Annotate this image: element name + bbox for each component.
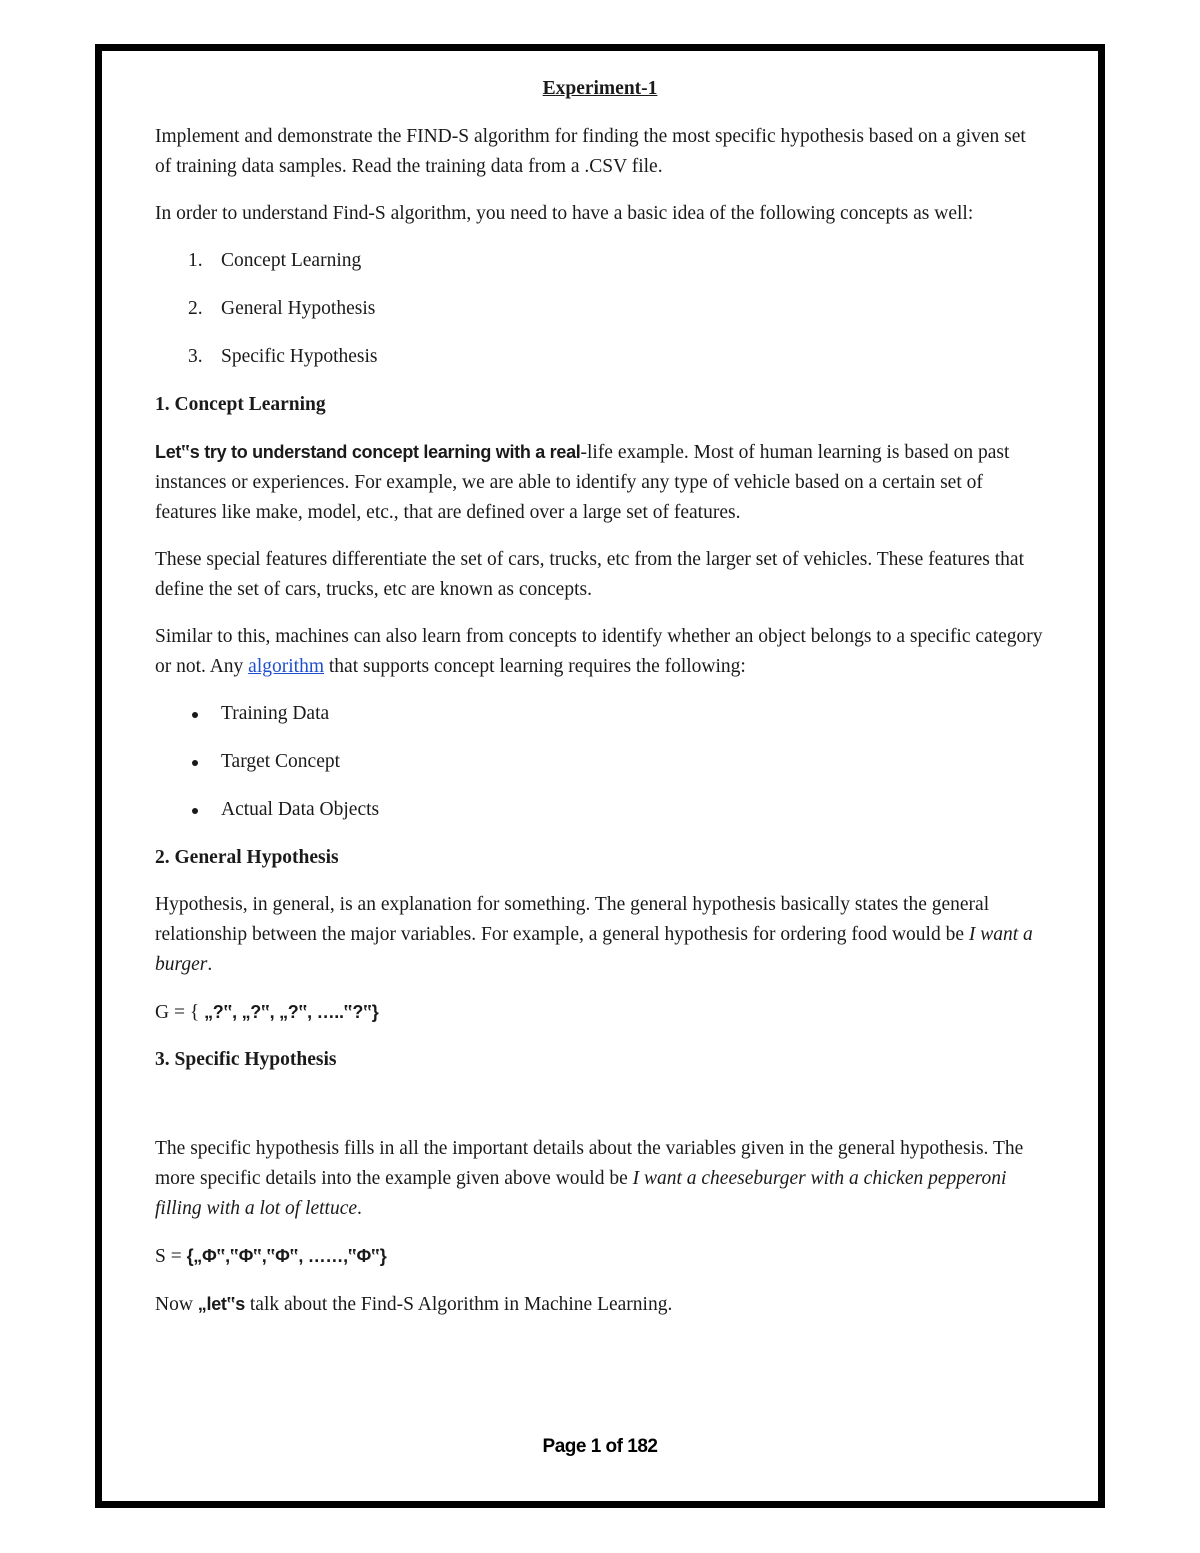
section-heading-specific-hypothesis: 3. Specific Hypothesis xyxy=(155,1049,337,1070)
paragraph-text: -life example. Most of human learning is based on past instances or experiences. For example, we are able to identify any type of vehicle based on a certain set of features like make, model, etc., that are defined over a large set of features. xyxy=(155,442,1010,523)
list-item xyxy=(155,747,1045,777)
algorithm-link[interactable]: algorithm xyxy=(248,656,324,677)
list-number: 1. xyxy=(188,250,203,271)
bullet-icon xyxy=(192,808,198,814)
paragraph-text: talk about the Find-S Algorithm in Machine Learning. xyxy=(245,1294,673,1315)
list-item-label: Target Concept xyxy=(221,751,341,772)
list-item xyxy=(155,246,1045,276)
italic-example: I want a cheeseburger with a chicken pepperoni filling with a lot of lettuce xyxy=(155,1168,1007,1219)
requirements-list xyxy=(155,699,1045,825)
closing-paragraph xyxy=(155,1289,1045,1320)
list-item xyxy=(155,795,1045,825)
list-item-label: General Hypothesis xyxy=(221,298,376,319)
document-body xyxy=(155,74,1045,1337)
paragraph-text: . xyxy=(207,954,213,975)
formula-prefix: S = xyxy=(155,1246,187,1267)
general-hypothesis-formula xyxy=(155,997,1045,1028)
page-number-footer: Page 1 of 182 xyxy=(542,1436,658,1457)
paragraph-text: . xyxy=(357,1198,362,1219)
bullet-icon xyxy=(192,712,198,718)
list-number: 2. xyxy=(188,298,203,319)
list-item xyxy=(155,294,1045,324)
paragraph-text: Hypothesis, in general, is an explanation for something. The general hypothesis basically states the general relationship between the major variables. For example, a general hypothesis for ordering food would be xyxy=(155,894,990,945)
italic-example: I want a burger xyxy=(155,924,1033,975)
paragraph-text: Now xyxy=(155,1294,198,1315)
general-hypothesis-paragraph xyxy=(155,890,1045,980)
list-number: 3. xyxy=(188,346,203,367)
list-item xyxy=(155,342,1045,372)
section-heading-concept-learning: 1. Concept Learning xyxy=(155,394,326,415)
paragraph-text: Similar to this, machines can also learn from concepts to identify whether an object belongs to a specific category or not. Any xyxy=(155,626,1043,677)
formula-prefix: G = { xyxy=(155,1002,205,1023)
bold-lead-text: Let‟s try to understand concept learning with a real xyxy=(155,442,581,462)
formula-body: {„Φ‟,‟Φ‟,‟Φ‟, ……,‟Φ‟} xyxy=(186,1246,387,1266)
bold-inline-text: „let‟s xyxy=(197,1294,246,1314)
paragraph-text: that supports concept learning requires the following: xyxy=(324,656,746,677)
intro-paragraph: Implement and demonstrate the FIND-S algorithm for finding the most specific hypothesis based on a given set of training data samples. Read the training data from a .CSV file. xyxy=(155,126,1026,177)
list-item-label: Concept Learning xyxy=(221,250,362,271)
concept-learning-paragraph-3 xyxy=(155,622,1045,682)
page-title: Experiment-1 xyxy=(542,78,658,99)
list-item-label: Training Data xyxy=(221,703,330,724)
section-heading-general-hypothesis: 2. General Hypothesis xyxy=(155,847,339,868)
list-item-label: Actual Data Objects xyxy=(221,799,380,820)
bullet-icon xyxy=(192,760,198,766)
concept-learning-paragraph-1 xyxy=(155,437,1045,528)
list-item xyxy=(155,699,1045,729)
intro-paragraph-2: In order to understand Find-S algorithm, you need to have a basic idea of the following concepts as well: xyxy=(155,203,974,224)
list-item-label: Specific Hypothesis xyxy=(221,346,378,367)
paragraph-text: The specific hypothesis fills in all the important details about the variables given in the general hypothesis. The more specific details into the example given above would be xyxy=(155,1138,1024,1189)
concept-list xyxy=(155,246,1045,372)
specific-hypothesis-paragraph xyxy=(155,1134,1045,1224)
concept-learning-paragraph-2: These special features differentiate the set of cars, trucks, etc from the larger set of vehicles. These features that define the set of cars, trucks, etc are known as concepts. xyxy=(155,549,1024,600)
formula-body: „?‟, „?‟, „?‟, …..‟?‟} xyxy=(204,1002,379,1022)
specific-hypothesis-formula xyxy=(155,1241,1045,1272)
spacer xyxy=(155,1092,1045,1134)
